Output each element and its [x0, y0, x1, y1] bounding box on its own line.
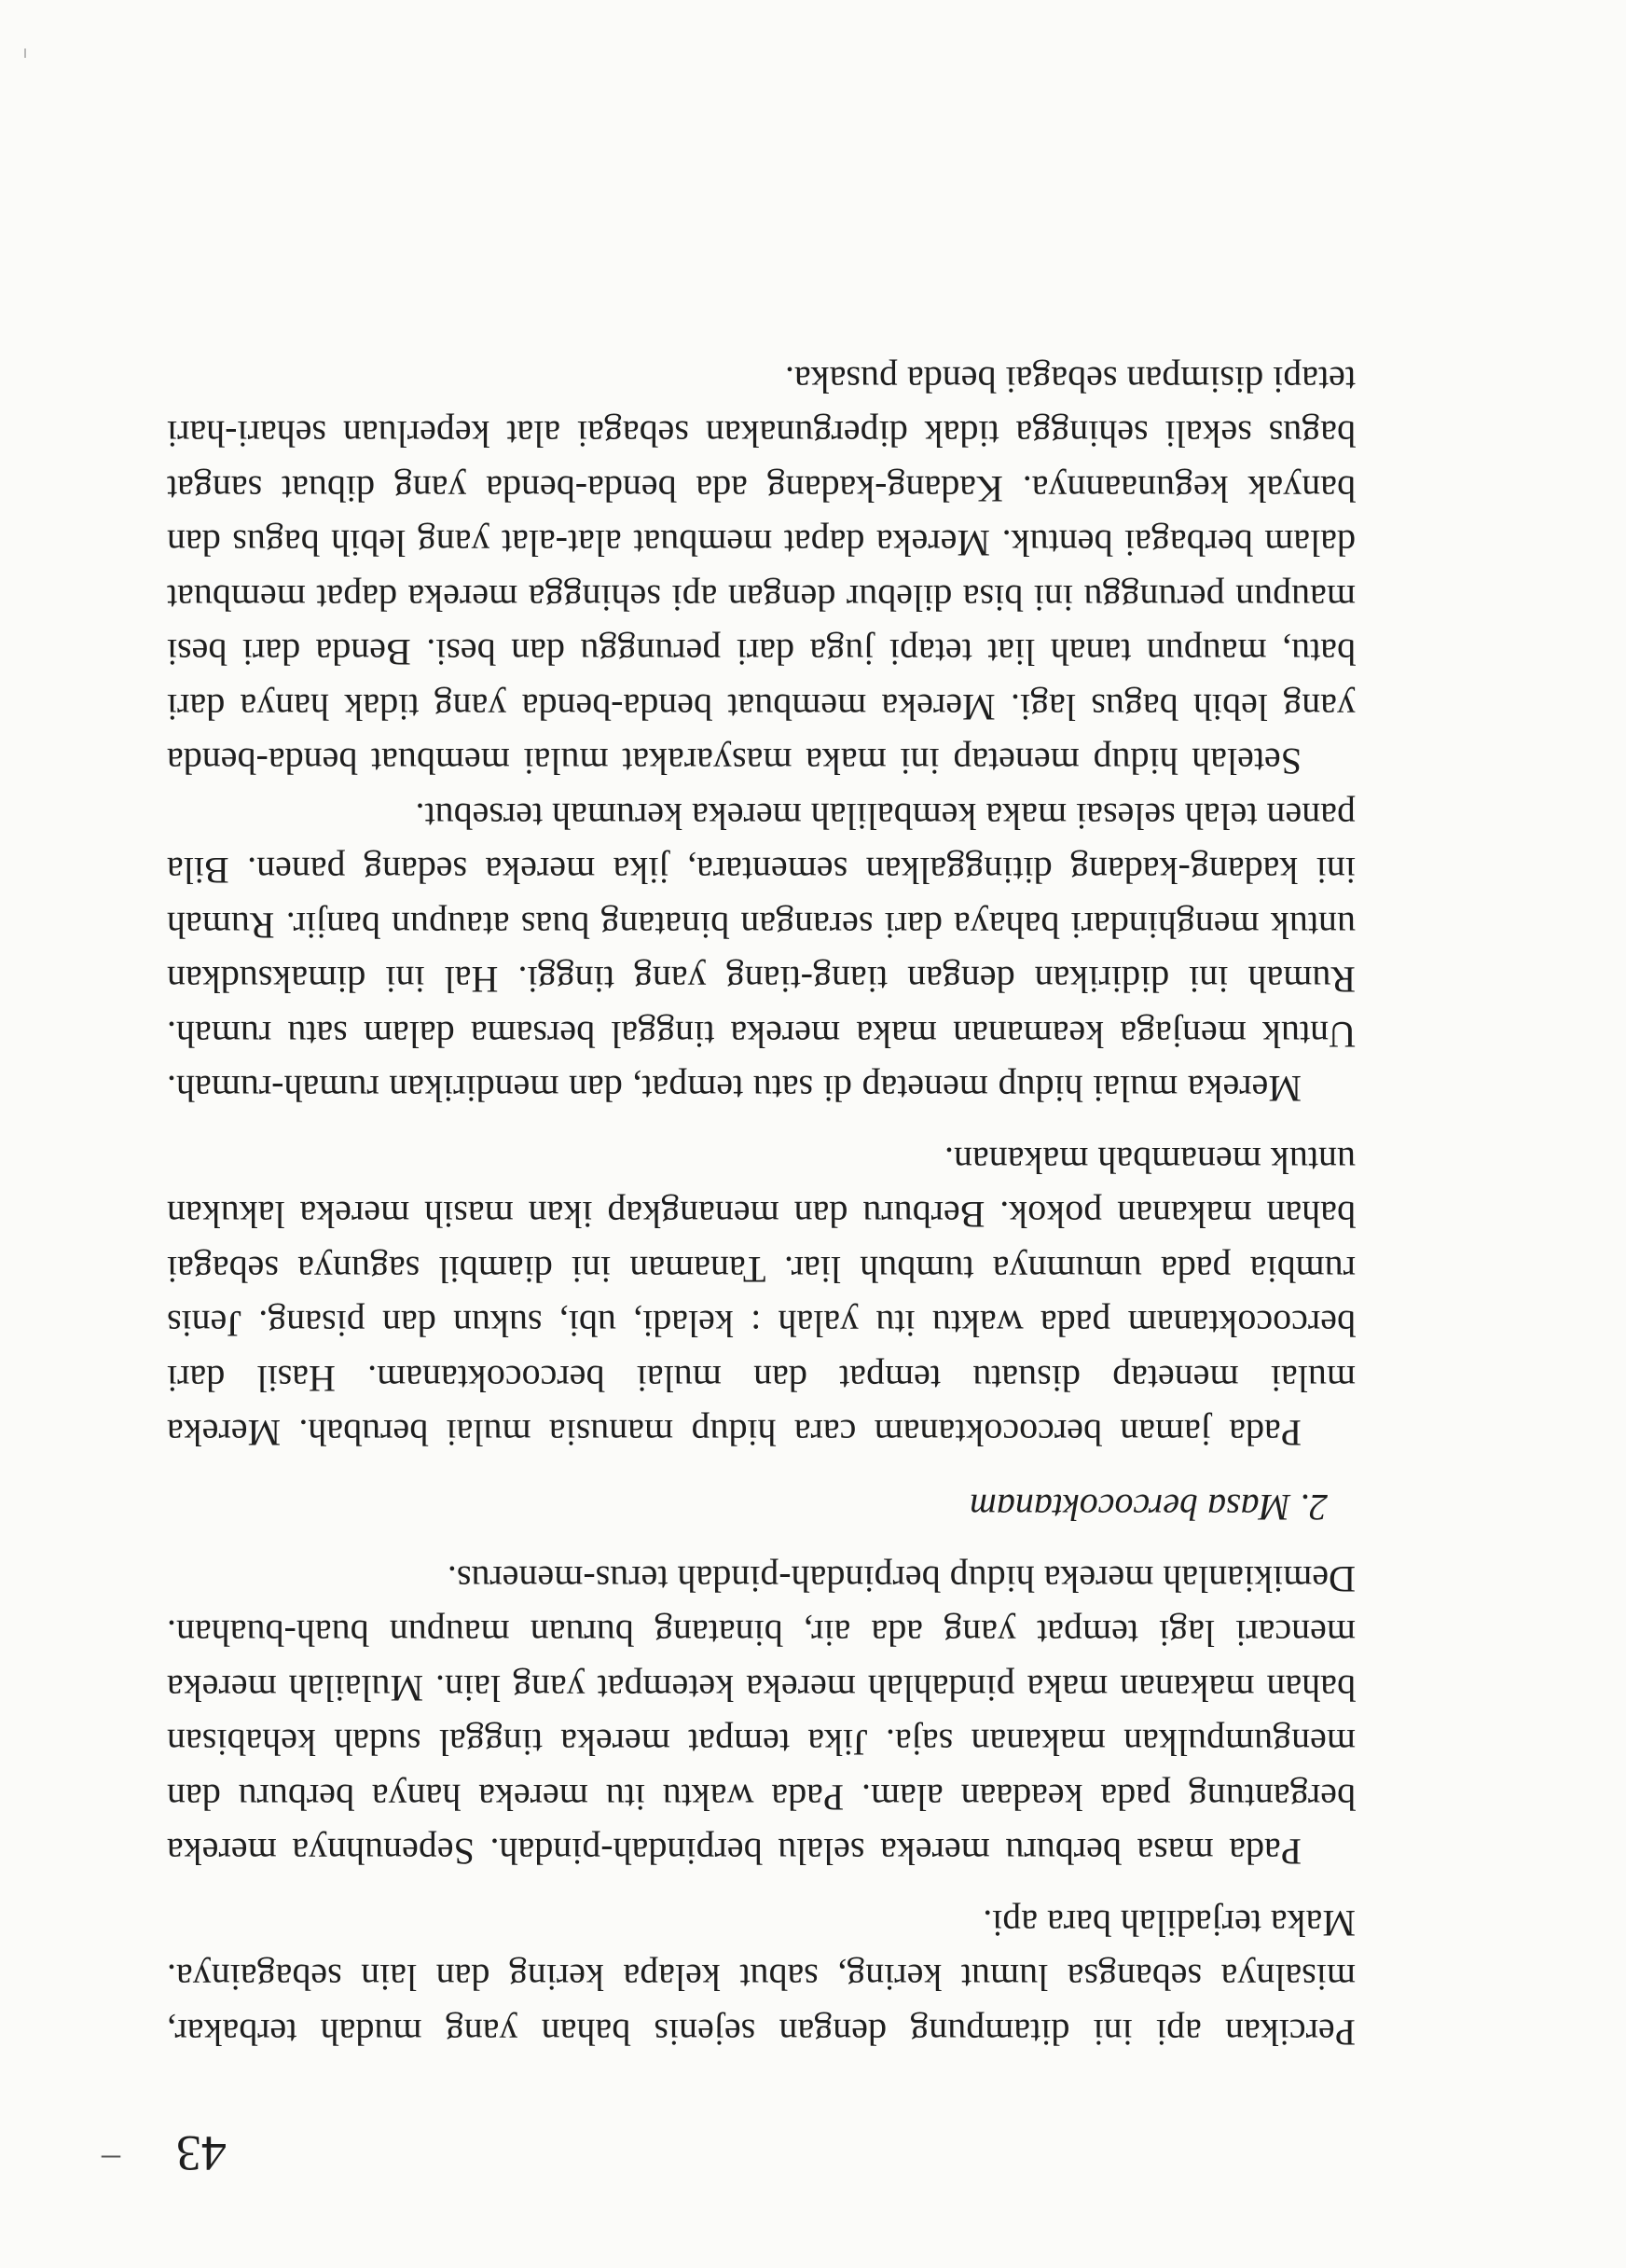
page-dash-mark: – — [102, 2139, 120, 2181]
scan-edge-mark — [24, 48, 26, 58]
paragraph-hunting-era: Pada masa berburu mereka selalu berpindah-pindah. Sepenuhnya mereka bergantung pada keadaan alam. Pada waktu itu mereka hanya berburu dan mengumpulkan makanan saja. Jika tempat mereka tinggal sudah kehabisan bahan makanan maka pindahlah mereka ketempat yang lain. Mulailah mereka mencari lagi tempat yang ada air, binatang buruan maupun buah-buahan. Demikianlah mereka hidup berpindah-pindah terus-menerus. — [167, 1558, 1356, 1874]
page-number: 43 — [176, 2125, 227, 2181]
paragraph-settled-houses: Mereka mulai hidup menetap di satu tempat, dan mendirikan rumah-rumah. Untuk menjaga keamanan maka mereka tinggal bersama dalam satu rumah. Rumah ini didirikan dengan tiang-tiang yang tinggi. Hal ini dimaksudkan untuk menghindari bahaya dari serangan binatang buas ataupun banjir. Rumah ini kadang-kadang ditinggalkan sementara, jika mereka sedang panen. Bila panen telah selesai maka kembalilah mereka kerumah tersebut. — [167, 795, 1356, 1111]
section-heading-farming: 2. Masa bercocoktanam — [970, 1487, 1328, 1529]
paragraph-metal-tools: Setelah hidup menetap ini maka masyarakat mulai membuat benda-benda yang lebih bagus lagi. Mereka membuat benda-benda yang tidak hanya dari batu, maupun tanah liat tetapi juga dari perunggu dan besi. Benda dari besi maupun perunggu ini bisa dilebur dengan api sehingga mereka dapat membuat dalam berbagai bentuk. Mereka dapat membuat alat-alat yang lebih bagus dan banyak kegunaannya. Kadang-kadang ada benda-benda yang dibuat sangat bagus sekali sehingga tidak dipergunakan sebagai alat keperluan sehari-hari tetapi disimpan sebagai benda pusaka. — [167, 359, 1356, 783]
paragraph-farming-era: Pada jaman bercocoktanam cara hidup manusia mulai berubah. Mereka mulai menetap disuatu tempat dan mulai bercocoktanam. Hasil dari bercocoktanam pada waktu itu yalah : keladi, ubi, sukun dan pisang. Jenis rumbia pada umumnya tumbuh liar. Tanaman ini diambil sagunya sebagai bahan makanan pokok. Berburu dan menangkap ikan masih mereka lakukan untuk menambah makanan. — [167, 1140, 1356, 1455]
paragraph-fire-ignition: Percikan api ini ditampung dengan sejenis bahan yang mudah terbakar, misalnya sebangsa lumut kering, sabut kelapa kering dan lain sebagainya. Maka terjadilah bara api. — [167, 1902, 1356, 2054]
body-text — [167, 353, 1356, 2060]
